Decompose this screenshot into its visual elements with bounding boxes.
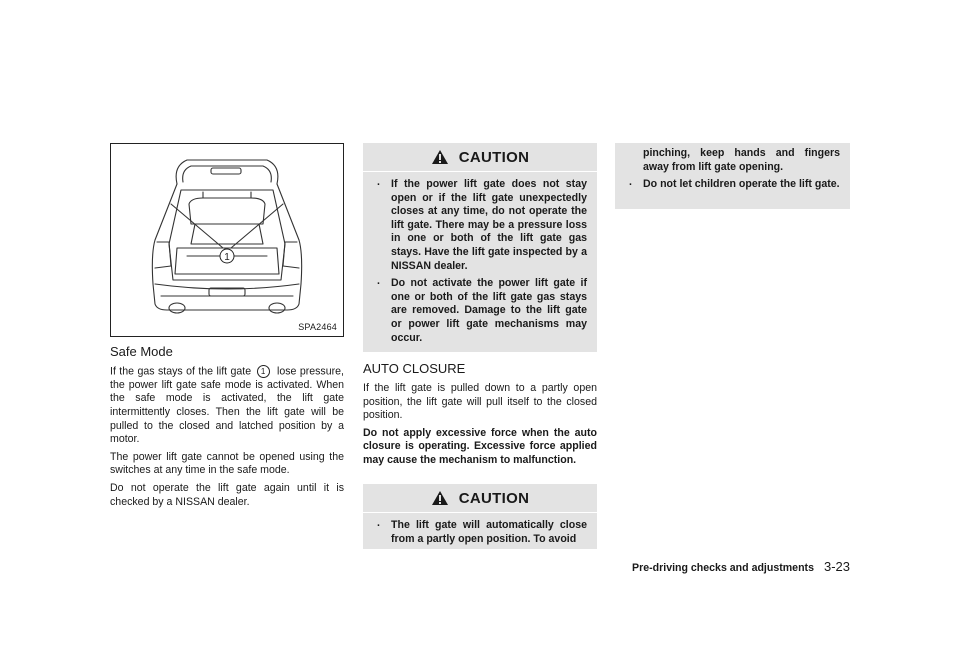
safe-mode-paragraph-1 [110, 365, 344, 447]
caution-title: CAUTION [458, 489, 530, 507]
auto-closure-body [363, 382, 597, 468]
caution-item: . Do not activate the power lift gate if one or both of the lift gate gas stays are removed. Damage to the lift gate or power lift gate mechanisms may occur. [375, 277, 587, 345]
caution-box-1 [363, 143, 597, 352]
caution-box-continued [615, 143, 850, 209]
safe-mode-para1-after: lose pressure, the power lift gate safe mode is activated. When the safe mode is activated, the lift gate intermittently closes. Then the lift gate will be pulled to the closed and latched position by a motor. [110, 365, 344, 446]
auto-closure-heading: AUTO CLOSURE [363, 361, 466, 376]
caution-list [615, 143, 850, 204]
safe-mode-body [110, 365, 344, 509]
warning-triangle-icon [431, 490, 449, 506]
caution-item: . The lift gate will automatically close from a partly open position. To avoid [375, 519, 587, 546]
caution-header [363, 484, 597, 513]
caution-box-2 [363, 484, 597, 549]
caution-item: . Do not let children operate the lift gate. [627, 178, 840, 192]
auto-closure-paragraph-2: Do not apply excessive force when the auto closure is operating. Excessive force applied may cause the mechanism to malfunction. [363, 426, 597, 466]
footer-section-name: Pre-driving checks and adjustments [632, 562, 814, 574]
caution-list [363, 172, 597, 357]
callout-ref-1: 1 [257, 365, 270, 378]
figure-callout-number: 1 [224, 252, 230, 263]
safe-mode-paragraph-3: Do not operate the lift gate again until it is checked by a NISSAN dealer. [110, 482, 344, 508]
safe-mode-para1-before: If the gas stays of the lift gate [110, 365, 252, 378]
caution-list [363, 513, 597, 558]
page-number: 3-23 [823, 559, 850, 574]
page-footer [632, 559, 850, 574]
figure-code: SPA2464 [298, 322, 337, 332]
caution-title: CAUTION [458, 148, 530, 166]
lift-gate-illustration [110, 143, 344, 337]
warning-triangle-icon [431, 149, 449, 165]
caution-header [363, 143, 597, 172]
car-rear-open-liftgate-drawing [111, 144, 343, 336]
safe-mode-heading: Safe Mode [110, 344, 173, 359]
auto-closure-paragraph-1: If the lift gate is pulled down to a partly open position, the lift gate will pull itself to the closed position. [363, 382, 597, 422]
safe-mode-paragraph-2: The power lift gate cannot be opened using the switches at any time in the safe mode. [110, 450, 344, 477]
caution-item: . If the power lift gate does not stay open or if the lift gate unexpectedly closes at any time, do not operate the lift gate. There may be a pressure loss in one or both of the lift gate gas stays. Have the lift gate inspected by a NISSAN dealer. [375, 178, 587, 273]
caution-item-continued: pinching, keep hands and fingers away from lift gate opening. [643, 147, 840, 173]
